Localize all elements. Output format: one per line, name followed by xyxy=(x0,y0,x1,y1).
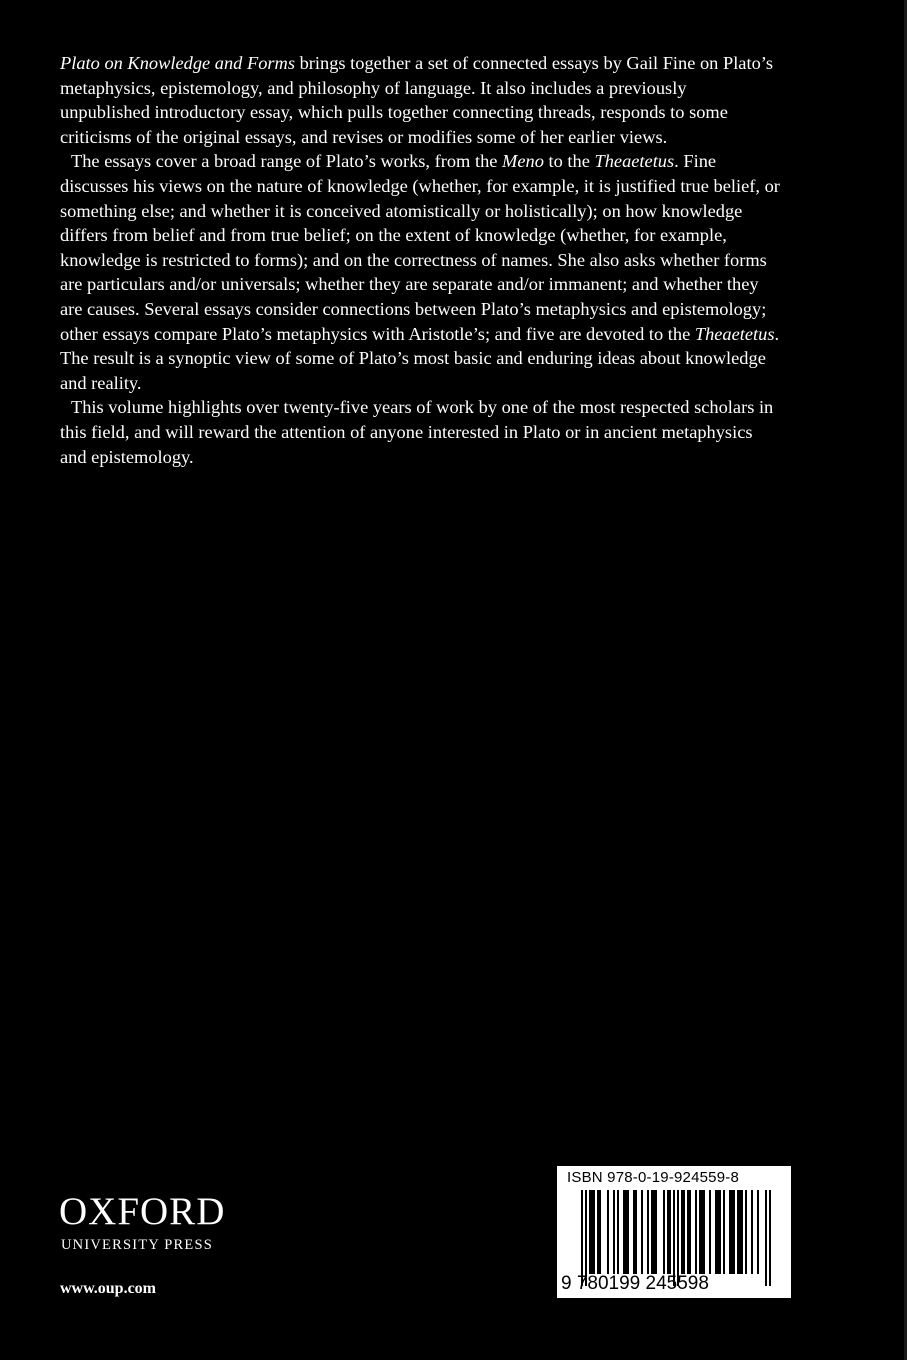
barcode-digits: 9 780199 245598 xyxy=(561,1273,709,1294)
barcode-bar xyxy=(699,1190,701,1274)
publisher-name: OXFORD xyxy=(59,1190,226,1233)
barcode-bar xyxy=(593,1190,595,1274)
book-title: Plato on Knowledge and Forms xyxy=(60,53,295,73)
barcode-bar xyxy=(733,1190,735,1274)
barcode-bar xyxy=(695,1190,697,1274)
barcode-bar xyxy=(623,1190,625,1274)
barcode-bar xyxy=(635,1190,637,1274)
isbn-barcode xyxy=(557,1166,791,1298)
back-cover-blurb xyxy=(60,51,780,469)
barcode-bar xyxy=(597,1190,599,1274)
title-meno: Meno xyxy=(502,151,544,172)
barcode-bar xyxy=(765,1190,767,1286)
barcode-bar xyxy=(745,1190,747,1274)
barcode-bar xyxy=(651,1190,653,1274)
barcode-bar xyxy=(653,1190,655,1274)
publisher-subtitle: UNIVERSITY PRESS xyxy=(61,1237,214,1253)
barcode-bar xyxy=(669,1190,671,1274)
publisher-logo xyxy=(59,1192,225,1254)
barcode-bar xyxy=(627,1190,629,1274)
blurb-p2-t4: . The result is a synoptic view of some of Plato’s most basic and enduring ideas about knowledge and reality. xyxy=(60,323,780,393)
blurb-paragraph-2 xyxy=(60,149,780,395)
barcode-bar xyxy=(737,1190,739,1274)
barcode-bar xyxy=(723,1190,725,1274)
barcode-bar xyxy=(677,1190,679,1286)
blurb-p2-t3: . Fine discusses his views on the nature of knowledge (whether, for example, it is justified true belief, or something else; and whether it is conceived atomistically or holistically); on how knowledge differs from belief and from true belief; on the extent of knowledge (whether, for example, knowledge is restricted to forms); and on the correctness of names. She also asks whether forms are particulars and/or universals; whether they are separate and/or immanent; and whether they are causes. Several essays consider connections between Plato’s metaphysics and epistemology; other essays compare Plato’s metaphysics with Aristotle’s; and five are devoted to the xyxy=(60,151,780,344)
barcode-bar xyxy=(751,1190,753,1274)
barcode-bar xyxy=(689,1190,691,1274)
barcode-bar xyxy=(709,1190,711,1274)
barcode-bar xyxy=(769,1190,771,1286)
barcode-bar xyxy=(641,1190,643,1274)
publisher-website: www.oup.com xyxy=(60,1280,157,1297)
barcode-bar xyxy=(655,1190,657,1274)
barcode-bar xyxy=(701,1190,703,1274)
barcode-bar xyxy=(617,1190,619,1274)
barcode-bar xyxy=(663,1190,665,1274)
barcode-bar xyxy=(683,1190,685,1274)
barcode-bar xyxy=(647,1190,649,1274)
blurb-p1-text: brings together a set of connected essays by Gail Fine on Plato’s metaphysics, epistemology, and philosophy of language. It also includes a previously unpublished introductory essay, which pulls together connecting threads, responds to some criticisms of the original essays, and revises or modifies some of her earlier views. xyxy=(60,53,774,147)
blurb-p2-t1: The essays cover a broad range of Plato’s works, from the xyxy=(71,151,503,172)
barcode-bar xyxy=(687,1190,689,1274)
barcode-bar xyxy=(757,1190,759,1274)
barcode-bar xyxy=(581,1190,583,1286)
isbn-label: ISBN 978-0-19-924559-8 xyxy=(567,1169,740,1186)
blurb-p2-t2: to the xyxy=(543,151,595,172)
barcode-bar xyxy=(589,1190,591,1274)
title-theaetetus-2: Theaetetus xyxy=(694,323,775,344)
barcode-bar xyxy=(599,1190,601,1274)
barcode-bar xyxy=(715,1190,717,1274)
barcode-bar xyxy=(667,1190,669,1274)
blurb-paragraph-1 xyxy=(60,51,780,149)
barcode-bar xyxy=(739,1190,741,1274)
barcode-bar xyxy=(719,1190,721,1274)
barcode-bar xyxy=(717,1190,719,1274)
blurb-paragraph-3: This volume highlights over twenty-five years of work by one of the most respected scholars in this field, and will reward the attention of anyone interested in Plato or in ancient metaphysics and epistemology. xyxy=(60,397,774,467)
barcode-bar xyxy=(681,1190,683,1274)
barcode-bar xyxy=(729,1190,731,1274)
barcode-bar xyxy=(703,1190,705,1274)
barcode-bar xyxy=(731,1190,733,1274)
barcode-bar xyxy=(591,1190,593,1274)
barcode-bar xyxy=(625,1190,627,1274)
barcode-bar xyxy=(741,1190,743,1274)
barcode-bar xyxy=(607,1190,609,1274)
barcode-bar xyxy=(633,1190,635,1274)
barcode-bar xyxy=(613,1190,615,1274)
title-theaetetus: Theaetetus xyxy=(594,151,675,172)
barcode-bar xyxy=(585,1190,587,1286)
barcode-bar xyxy=(673,1190,675,1286)
